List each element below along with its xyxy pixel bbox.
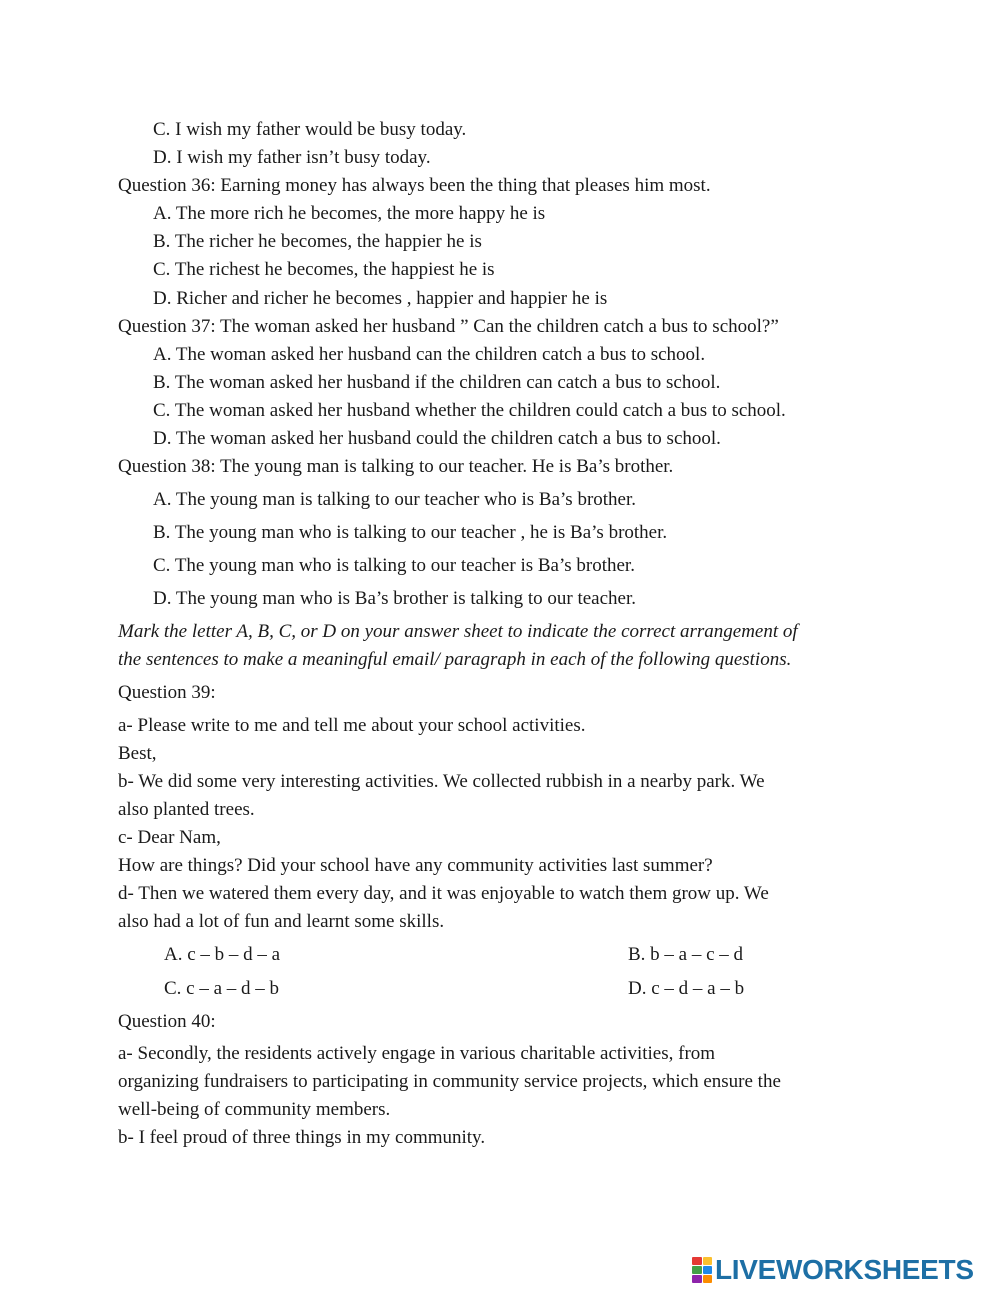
q39-sentence-c-line1: c- Dear Nam, [118, 827, 221, 848]
q36-option-b: B. The richer he becomes, the happier he is [153, 231, 482, 252]
q36-option-d: D. Richer and richer he becomes , happier and happier he is [153, 288, 608, 309]
q35-option-d: D. I wish my father isn’t busy today. [153, 147, 431, 168]
instruction-line-1: Mark the letter A, B, C, or D on your answer sheet to indicate the correct arrangement of [118, 621, 798, 642]
q35-option-c: C. I wish my father would be busy today. [153, 119, 467, 140]
q39-sentence-a: a- Please write to me and tell me about your school activities. [118, 715, 586, 736]
q37-option-b: B. The woman asked her husband if the children can catch a bus to school. [153, 372, 721, 393]
question-37: Question 37: The woman asked her husband ” Can the children catch a bus to school?” [118, 316, 779, 337]
question-38: Question 38: The young man is talking to our teacher. He is Ba’s brother. [118, 456, 674, 477]
q38-option-c: C. The young man who is talking to our teacher is Ba’s brother. [153, 555, 635, 576]
liveworksheets-logo-icon [692, 1257, 712, 1283]
q39-sentence-b-line2: also planted trees. [118, 799, 255, 820]
liveworksheets-logo [692, 1254, 974, 1286]
q39-sentence-d-line2: also had a lot of fun and learnt some skills. [118, 911, 445, 932]
question-39: Question 39: [118, 682, 216, 703]
q39-option-d: D. c – d – a – b [628, 978, 745, 999]
q39-option-a: A. c – b – d – a [164, 944, 281, 965]
q38-option-a: A. The young man is talking to our teacher who is Ba’s brother. [153, 489, 637, 510]
q38-option-b: B. The young man who is talking to our teacher , he is Ba’s brother. [153, 522, 668, 543]
logo-text: LIVEWORKSHEETS [715, 1254, 974, 1285]
q40-sentence-b: b- I feel proud of three things in my community. [118, 1127, 486, 1148]
q39-closing: Best, [118, 743, 157, 764]
q39-sentence-b-line1: b- We did some very interesting activities. We collected rubbish in a nearby park. We [118, 771, 765, 792]
q37-option-d: D. The woman asked her husband could the children catch a bus to school. [153, 428, 721, 449]
instruction-line-2: the sentences to make a meaningful email/ paragraph in each of the following questions. [118, 649, 792, 670]
q40-sentence-a-line1: a- Secondly, the residents actively engage in various charitable activities, from [118, 1043, 716, 1064]
question-40: Question 40: [118, 1011, 216, 1032]
q36-option-a: A. The more rich he becomes, the more happy he is [153, 203, 546, 224]
q37-option-c: C. The woman asked her husband whether the children could catch a bus to school. [153, 400, 786, 421]
q40-sentence-a-line3: well-being of community members. [118, 1099, 391, 1120]
q40-sentence-a-line2: organizing fundraisers to participating in community service projects, which ensure the [118, 1071, 781, 1092]
q39-option-c: C. c – a – d – b [164, 978, 280, 999]
q37-option-a: A. The woman asked her husband can the children catch a bus to school. [153, 344, 706, 365]
q39-sentence-c-line2: How are things? Did your school have any community activities last summer? [118, 855, 713, 876]
q36-option-c: C. The richest he becomes, the happiest he is [153, 259, 495, 280]
q38-option-d: D. The young man who is Ba’s brother is talking to our teacher. [153, 588, 637, 609]
q39-sentence-d-line1: d- Then we watered them every day, and it was enjoyable to watch them grow up. We [118, 883, 769, 904]
question-36: Question 36: Earning money has always been the thing that pleases him most. [118, 175, 711, 196]
q39-option-b: B. b – a – c – d [628, 944, 744, 965]
